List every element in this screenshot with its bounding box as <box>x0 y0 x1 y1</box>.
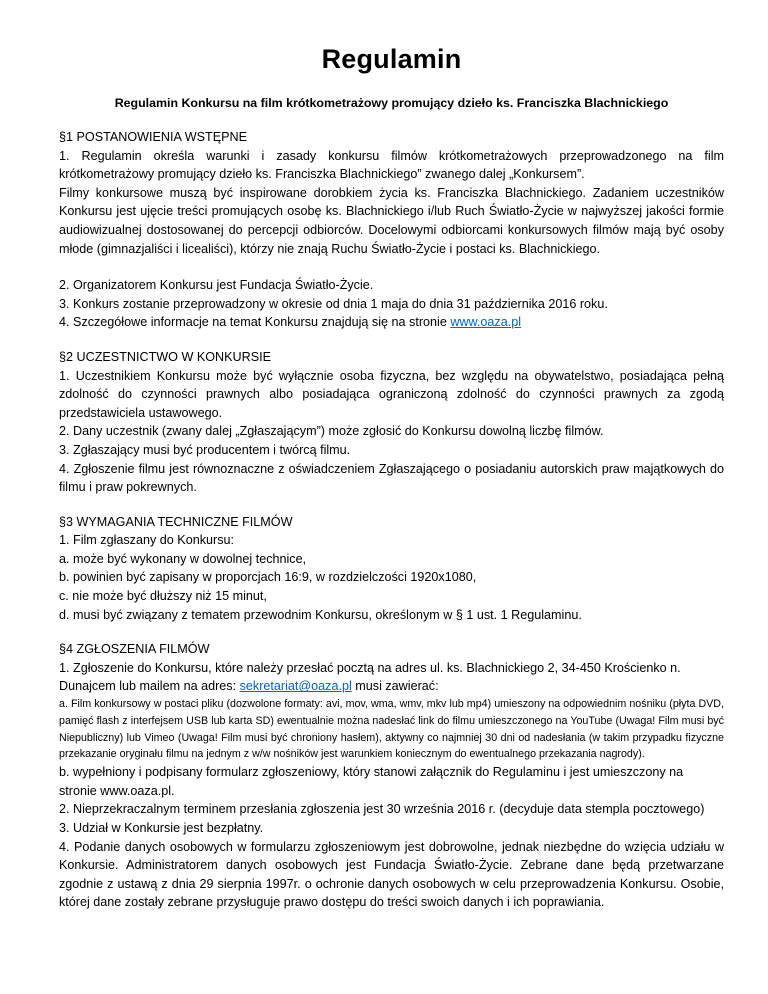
paragraph: 1. Regulamin określa warunki i zasady konkursu filmów krótkometrażowych przeprowadzonego na film krótkometrażowy promujący dzieło ks. Franciszka Blachnickiego” zwanego dalej „Konkursem”. <box>59 148 724 182</box>
paragraph: 3. Zgłaszający musi być producentem i twórcą filmu. <box>59 442 351 457</box>
document-subtitle: Regulamin Konkursu na film krótkometrażowy promujący dzieło ks. Franciszka Blachnickiego <box>114 96 669 110</box>
section-4 <box>59 640 724 912</box>
paragraph: 4. Zgłoszenie filmu jest równoznaczne z oświadczeniem Zgłaszającego o posiadaniu autorskich praw majątkowych do filmu i praw pokrewnych. <box>59 461 724 495</box>
paragraph: 1. Film zgłaszany do Konkursu: <box>59 533 234 548</box>
paragraph <box>59 313 724 332</box>
list-item: c. nie może być dłuższy niż 15 minut, <box>59 589 267 604</box>
paragraph: 3. Konkurs zostanie przeprowadzony w okresie od dnia 1 maja do dnia 31 października 2016 roku. <box>59 296 608 311</box>
paragraph-text: 1. Zgłoszenie do Konkursu, które należy przesłać pocztą na adres ul. ks. Blachnickiego 2, 34-450 Krościenko n. Dunajcem lub mailem na adres: <box>59 660 681 694</box>
paragraph: 2. Organizatorem Konkursu jest Fundacja Światło-Życie. <box>59 278 374 293</box>
paragraph: 2. Nieprzekraczalnym terminem przesłania zgłoszenia jest 30 września 2016 r. (decyduje data stempla pocztowego) <box>59 802 705 817</box>
section-3 <box>59 513 724 625</box>
list-item: d. musi być związany z tematem przewodnim Konkursu, określonym w § 1 ust. 1 Regulaminu. <box>59 607 582 622</box>
website-link[interactable]: www.oaza.pl <box>450 315 522 330</box>
section-heading: §2 UCZESTNICTWO W KONKURSIE <box>59 349 272 364</box>
paragraph <box>59 659 724 696</box>
paragraph-text: 4. Szczegółowe informacje na temat Konkursu znajdują się na stronie <box>59 315 451 330</box>
section-heading: §3 WYMAGANIA TECHNICZNE FILMÓW <box>59 514 293 529</box>
list-item: b. wypełniony i podpisany formularz zgłoszeniowy, który stanowi załącznik do Regulaminu i jest umieszczony na stronie www.oaza.pl. <box>59 765 684 798</box>
paragraph: Filmy konkursowe muszą być inspirowane dorobkiem życia ks. Franciszka Blachnickiego. Zadaniem uczestników Konkursu jest ujęcie treści promujących osobę ks. Blachnickiego i/lub Ruch Światło-Życie w najwyższej jakości formie audiowizualnej dostosowanej do percepcji odbiorców. Docelowymi odbiorcami konkursowych filmów mają być osoby młode (gimnazjaliści i licealiści), którzy nie znają Ruchu Światło-Życie i postaci ks. Blachnickiego. <box>59 185 724 256</box>
paragraph: 3. Udział w Konkursie jest bezpłatny. <box>59 821 264 835</box>
paragraph: 1. Uczestnikiem Konkursu może być wyłącznie osoba fizyczna, bez względu na obywatelstwo, posiadająca pełną zdolność do czynności prawnych albo posiadająca ograniczoną zdolność do czynności prawnych za zgodą przedstawiciela ustawowego. <box>59 368 724 420</box>
section-heading: §1 POSTANOWIENIA WSTĘPNE <box>59 130 248 144</box>
paragraph: 4. Podanie danych osobowych w formularzu zgłoszeniowym jest dobrowolne, jednak niezbędne do wzięcia udziału w Konkursie. Administratorem danych osobowych jest Fundacja Światło-Życie. Zebrane dane będą przetwarzane zgodnie z ustawą z dnia 29 sierpnia 1997r. o ochronie danych osobowych w celu przeprowadzenia Konkursu. Osobie, której dane zostały zebrane przysługuje prawo dostępu do treści swoich danych i ich poprawiania. <box>59 839 724 910</box>
list-item: a. Film konkursowy w postaci pliku (dozwolone formaty: avi, mov, wma, wmv, mkv lub mp4) umieszony na odpowiednim nośniku (płyta DVD, pamięć flash z interfejsem USB lub karta SD) ewentualnie można nadesłać link do filmu umieszczonego na YouTube (Uwaga! Film musi być Niepubliczny) lub Vimeo (Uwaga! Film musi być chroniony hasłem), aktywny co najmniej 30 dni od nadesłania (w takim przypadku fizyczne przekazanie oryginału filmu na jednym z w/w nośników jest warunkiem koniecznym do ewentualnego przekazania nagrody). <box>59 698 724 761</box>
list-item: a. może być wykonany w dowolnej technice, <box>59 551 307 566</box>
paragraph: 2. Dany uczestnik (zwany dalej „Zgłaszającym”) może zgłosić do Konkursu dowolną liczbę filmów. <box>59 424 604 439</box>
email-link[interactable]: sekretariat@oaza.pl <box>239 679 352 694</box>
document-page <box>59 40 724 912</box>
section-2 <box>59 348 724 497</box>
section-1 <box>59 128 724 332</box>
page-title: Regulamin <box>321 44 462 74</box>
paragraph-text: musi zawierać: <box>351 679 439 694</box>
list-item: b. powinien być zapisany w proporcjach 16:9, w rozdzielczości 1920x1080, <box>59 570 477 585</box>
section-heading: §4 ZGŁOSZENIA FILMÓW <box>59 642 210 657</box>
